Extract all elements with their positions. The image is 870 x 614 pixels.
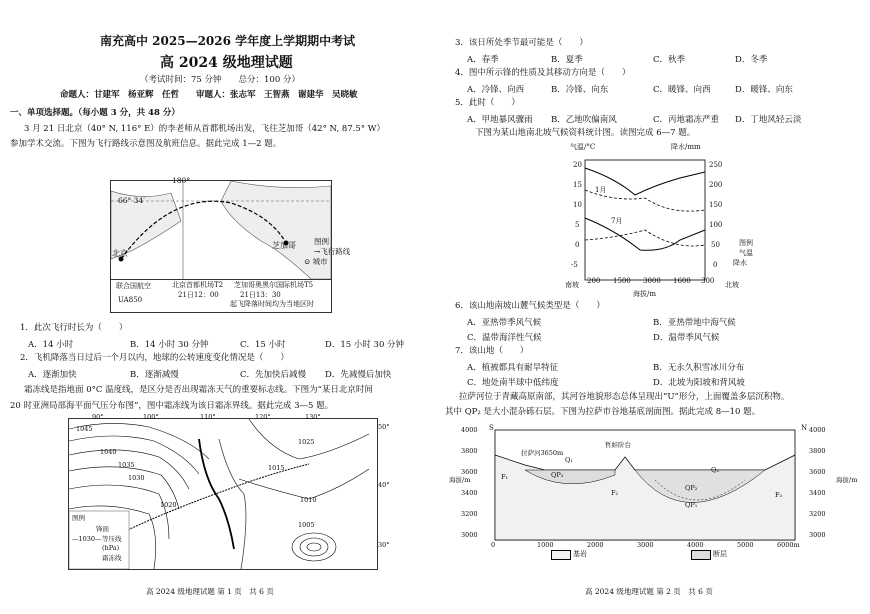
q2-option-a: A．逐渐加快	[28, 370, 77, 380]
lat-label: 40°	[378, 481, 390, 489]
isobar-label: 1035	[118, 461, 135, 469]
page-footer-left: 高 2024 级地理试题 第 1 页 共 6 页	[146, 587, 274, 596]
x-tick: 200	[587, 277, 601, 285]
lhasa-river-label: 拉萨河3650m	[521, 449, 564, 457]
map-legend-route: →飞行路线	[314, 247, 351, 256]
q3-option-d: D．冬季	[735, 55, 768, 65]
unit-q1: Q₁	[565, 456, 573, 464]
intro-q8-line1: 拉萨河位于青藏高原南部，其河谷地貌形态总体呈现出“U”形分，上面覆盖多层沉积物。	[459, 392, 790, 402]
intro-q8-line2: 其中 QP₂ 是大小混杂砾石层。下图为拉萨市谷地基底剖面图。据此完成 8—10 题。	[445, 407, 761, 417]
profile-ylabel: 海拔/m	[449, 476, 471, 484]
q3-option-c: C．秋季	[653, 55, 686, 65]
chart-legend-precip: 降水	[733, 259, 747, 267]
x-tick: 2000	[587, 541, 604, 549]
legend-bedrock: 基岩	[573, 550, 587, 558]
chart-legend-title: 图例	[739, 239, 753, 247]
intro-q1-line1: 3 月 21 日北京（40° N, 116° E）的李老师从首都机场出发，飞往芝加哥（42° N, 87.5° W）	[24, 124, 385, 134]
chart-frame	[585, 160, 705, 280]
right-tick: 0	[713, 261, 718, 269]
x-tick: 4000	[687, 541, 704, 549]
lon-label: 110°	[200, 413, 216, 421]
isobar-label: 1045	[76, 425, 93, 433]
y-tick: 3000	[461, 531, 478, 539]
map-beijing-label: 北京	[112, 249, 128, 258]
left-tick: 10	[573, 201, 582, 209]
q1-option-a: A．14 小时	[28, 340, 74, 350]
exam-title: 南充高中 2025—2026 学年度上学期期中考试	[100, 34, 356, 48]
legend-unit: (hPa)	[102, 544, 120, 552]
right-tick: 150	[709, 201, 723, 209]
q6-option-d: D．温带季风气候	[653, 333, 720, 343]
unit-q2: Q₂	[711, 466, 719, 474]
south-slope: 南坡	[565, 281, 579, 289]
question-1: 1．此次飞行时长为（ ）	[20, 323, 128, 333]
q4-option-a: A．冷锋、向西	[467, 85, 525, 95]
q1-option-b: B．14 小时 30 分钟	[130, 340, 209, 350]
paper-title: 高 2024 级地理试题	[160, 55, 293, 71]
q5-option-c: C．丙地霜冻严重	[653, 115, 720, 125]
y-tick: 3600	[461, 468, 478, 476]
isobar-label: 1030	[128, 474, 145, 482]
map-chicago-label: 芝加哥	[272, 241, 296, 250]
right-tick: 200	[709, 181, 723, 189]
label-jan: 1月	[595, 186, 607, 194]
left-tick: 5	[575, 221, 580, 229]
profile-ylabel-right: 海拔/m	[836, 476, 858, 484]
x-tick: 1500	[613, 277, 631, 285]
profile-north: N	[801, 424, 808, 432]
q7-option-b: B．无永久积雪冰川分布	[653, 363, 745, 373]
map-legend-city: ⊙ 城市	[304, 257, 328, 266]
legend-fault-swatch	[691, 550, 711, 560]
q4-option-b: B．冷锋、向东	[551, 85, 609, 95]
intro-q3-line1: 霜冻线是指地面 0°C 温度线，是区分是否出现霜冻天气的重要标志线。下图为“某日北京时间	[24, 385, 373, 395]
q7-option-c: C．地处南半球中低纬度	[467, 378, 559, 388]
coastline	[219, 439, 246, 569]
chart-ylabel-left: 气温/°C	[570, 143, 596, 151]
y-tick-right: 3600	[809, 468, 826, 476]
precip-line-jan	[585, 230, 705, 246]
section-heading: 一、单项选择题。（每小题 3 分，共 48 分）	[10, 108, 180, 118]
y-tick-right: 3400	[809, 489, 826, 497]
intro-q3-line2: 20 时亚洲局部海平面气压分布图”，图中霜冻线为该日霜冻界线。据此完成 3—5 题。	[10, 401, 334, 411]
x-tick: 6000m	[777, 541, 800, 549]
y-tick-right: 3200	[809, 510, 826, 518]
q2-option-d: D．先减慢后加快	[325, 370, 392, 380]
legend-bedrock-swatch	[551, 550, 571, 560]
unit-qp1: QP₁	[685, 501, 698, 509]
left-tick: 15	[573, 181, 582, 189]
isobar-label: 1005	[298, 521, 315, 529]
lon-label: 100°	[143, 413, 159, 421]
q7-option-a: A．植被都具有耐旱特征	[467, 363, 559, 373]
map-lon-180: 180°	[172, 176, 191, 185]
legend-fault: 断层	[713, 550, 727, 558]
flight-number: UA850	[118, 296, 143, 304]
authors: 命题人：甘建军 杨亚辉 任哲 审题人：张志军 王智燕 谢建华 吴晓敏	[60, 90, 358, 100]
legend-frost: 霜冻线	[102, 554, 122, 562]
departure-airport: 北京首都机场T2	[172, 281, 224, 289]
isobar-line	[307, 543, 321, 551]
left-tick: -5	[571, 261, 578, 269]
isobar-line	[292, 533, 336, 561]
isobar-label: 1040	[100, 448, 117, 456]
q3-option-a: A．春季	[467, 55, 499, 65]
bedrock-layer	[495, 455, 795, 540]
y-tick: 3800	[461, 447, 478, 455]
x-tick: 5000	[737, 541, 754, 549]
y-tick: 4000	[461, 426, 478, 434]
x-tick: 1600	[673, 277, 691, 285]
profile-south: S	[489, 424, 494, 432]
terrace-label: 哲蚌阶台	[605, 441, 631, 449]
q5-option-d: D．丁地风轻云淡	[735, 115, 802, 125]
question-7: 7．该山地（ ）	[455, 346, 529, 356]
y-tick: 3400	[461, 489, 478, 497]
arrival-airport: 芝加哥奥黑尔国际机场T5	[234, 281, 314, 289]
lon-label: 90°	[92, 413, 104, 421]
y-tick: 3200	[461, 510, 478, 518]
lon-label: 130°	[305, 413, 321, 421]
question-4: 4．图中所示锋的性质及其移动方向是（ ）	[455, 68, 631, 78]
intro-q1-line2: 参加学术交流。下图为飞行路线示意图及航班信息。据此完成 1—2 题。	[10, 139, 282, 149]
legend-front: 锋面	[96, 525, 109, 533]
isobar-label: 1015	[268, 464, 285, 472]
fault-f3: F₃	[775, 491, 783, 499]
departure-time: 21日12：00	[178, 291, 219, 299]
x-tick: 1000	[537, 541, 554, 549]
y-tick-right: 4000	[809, 426, 826, 434]
y-tick-right: 3000	[809, 531, 826, 539]
valley-profile	[485, 424, 808, 545]
q5-option-b: B．乙地吹偏南风	[551, 115, 617, 125]
q6-option-c: C．温带海洋性气候	[467, 333, 542, 343]
unit-qp3: QP₃	[551, 471, 564, 479]
x-tick: 0	[491, 541, 496, 549]
map-lat-arctic: 66° 34′	[118, 196, 145, 205]
q1-option-d: D．15 小时 30 分钟	[325, 340, 405, 350]
exam-meta: （考试时间：75 分钟 总分：100 分）	[140, 75, 300, 85]
legend-sample-isobar: —1030—	[72, 535, 102, 543]
weather-legend-title: 图例	[72, 514, 85, 522]
chart-legend-temp: 气温	[739, 249, 753, 257]
left-tick: 0	[575, 241, 580, 249]
question-5: 5．此时（ ）	[455, 98, 520, 108]
q4-option-d: D．暖锋、向东	[735, 85, 793, 95]
chart-xlabel: 海拔/m	[633, 290, 656, 298]
q1-option-c: C．15 小时	[240, 340, 286, 350]
page-right	[435, 0, 870, 614]
right-tick: 50	[711, 241, 720, 249]
q3-option-b: B．夏季	[551, 55, 583, 65]
time-note: 起飞降落时间均为当地区时	[230, 300, 314, 308]
x-tick: 3000	[637, 541, 654, 549]
label-jul: 7月	[611, 217, 623, 225]
right-tick: 250	[709, 161, 723, 169]
y-tick-right: 3800	[809, 447, 826, 455]
question-6: 6．该山地南坡山麓气候类型是（ ）	[455, 301, 605, 311]
q2-option-b: B．逐渐减慢	[130, 370, 179, 380]
intro-q6: 下图为某山地南北坡气候资料统计图。读图完成 6—7 题。	[475, 128, 696, 138]
unit-qp2: QP₂	[685, 484, 698, 492]
fault-f1: F₁	[501, 473, 509, 481]
isobar-label: 1010	[300, 496, 317, 504]
legend-isobar: 等压线	[102, 535, 122, 543]
lat-label: 50°	[378, 423, 390, 431]
q6-option-b: B．亚热带地中海气候	[653, 318, 736, 328]
left-tick: 20	[573, 161, 582, 169]
q6-option-a: A．亚热带季风气候	[467, 318, 542, 328]
x-tick: 300	[701, 277, 715, 285]
lat-label: 30°	[378, 541, 390, 549]
right-tick: 100	[709, 221, 723, 229]
isobar-line	[300, 538, 328, 556]
q4-option-c: C．暖锋、向西	[653, 85, 711, 95]
chart-ylabel-right: 降水/mm	[671, 143, 701, 151]
q5-option-a: A．甲地暴风骤雨	[467, 115, 533, 125]
x-tick: 3000	[643, 277, 661, 285]
north-slope: 北坡	[725, 281, 739, 289]
front-line	[199, 439, 234, 549]
page-footer-right: 高 2024 级地理试题 第 2 页 共 6 页	[585, 587, 713, 596]
map-legend-title: 图例	[314, 237, 329, 246]
question-3: 3．该日所处季节最可能是（ ）	[455, 38, 588, 48]
q2-option-c: C．先加快后减慢	[240, 370, 307, 380]
isobar-label: 1025	[298, 438, 315, 446]
fault-f2: F₂	[611, 489, 619, 497]
lon-label: 120°	[255, 413, 271, 421]
airline-name: 联合国航空	[116, 282, 151, 290]
arrival-time: 21日13：30	[240, 291, 281, 299]
isobar-label: 1020	[160, 501, 177, 509]
question-2: 2．飞机降落当日过后一个月以内，地球的公转速度变化情况是（ ）	[20, 353, 289, 363]
q7-option-d: D．北坡为阳坡和背风坡	[653, 378, 745, 388]
